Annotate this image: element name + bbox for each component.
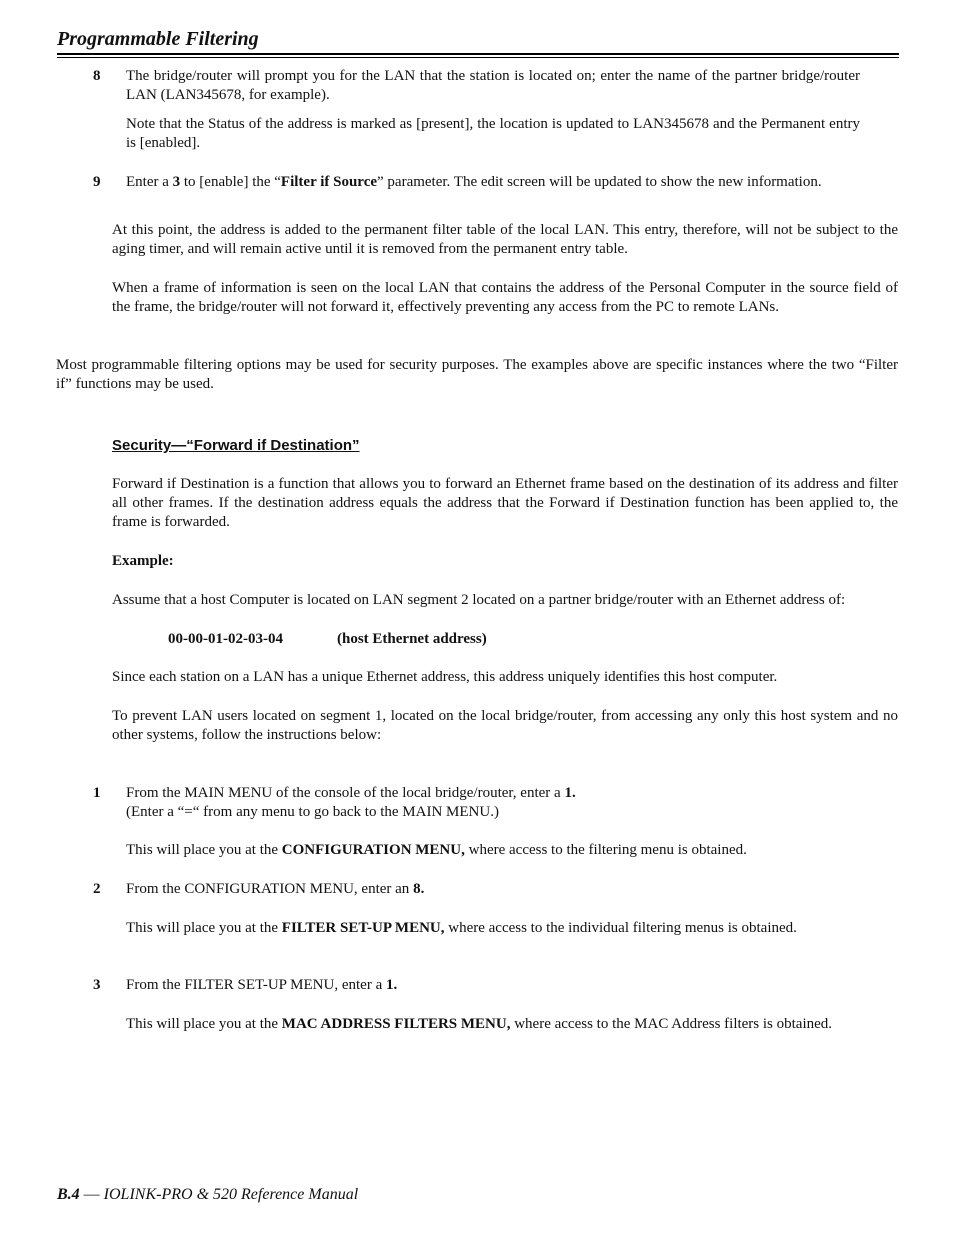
- paragraph: At this point, the address is added to the permanent filter table of the local LAN. This entry, therefore, will not be subject to the aging timer, and will remain active until it is removed from the permanent entry table.: [112, 222, 898, 257]
- step-text: Enter a 3 to [enable] the “Filter if Source” parameter. The edit screen will be updated to show the new information.: [126, 174, 822, 190]
- example-text: Assume that a host Computer is located on LAN segment 2 located on a partner bridge/router with an Ethernet address of:: [112, 592, 846, 608]
- page-footer: B.4 — IOLINK-PRO & 520 Reference Manual: [57, 1186, 359, 1203]
- paragraph: Most programmable filtering options may be used for security purposes. The examples above are specific instances where the two “Filter if” functions may be used.: [56, 357, 898, 392]
- step-text: From the FILTER SET-UP MENU, enter a 1.: [126, 977, 398, 993]
- step-subtext: (Enter a “=“ from any menu to go back to the MAIN MENU.): [126, 804, 499, 820]
- step-number: 9: [93, 174, 101, 190]
- paragraph: When a frame of information is seen on the local LAN that contains the address of the Personal Computer in the source field of the frame, the bridge/router will not forward it, effectively preventing any access from the PC to remote LANs.: [112, 280, 898, 315]
- ethernet-address-note: (host Ethernet address): [337, 631, 487, 647]
- step-number: 1: [93, 785, 101, 801]
- section-intro: Forward if Destination is a function that allows you to forward an Ethernet frame based on the destination of its address and filter all other frames. If the destination address equals the address that the Forward if Destination function has been applied to, the frame is forwarded.: [112, 476, 898, 530]
- paragraph: Since each station on a LAN has a unique Ethernet address, this address uniquely identifies this host computer.: [112, 669, 778, 685]
- manual-title: IOLINK-PRO: [103, 1186, 197, 1203]
- step-number: 2: [93, 881, 101, 897]
- step-result: This will place you at the FILTER SET-UP MENU, where access to the individual filtering menus is obtained.: [126, 920, 797, 936]
- step-number: 3: [93, 977, 101, 993]
- step-result: This will place you at the CONFIGURATION MENU, where access to the filtering menu is obtained.: [126, 842, 747, 858]
- page-title: Programmable Filtering: [57, 28, 259, 50]
- example-label: Example:: [112, 553, 174, 569]
- ethernet-address: 00-00-01-02-03-04: [168, 631, 283, 647]
- section-heading: Security—“Forward if Destination”: [112, 437, 360, 454]
- step-result: This will place you at the MAC ADDRESS FILTERS MENU, where access to the MAC Address filters is obtained.: [126, 1016, 833, 1032]
- page-number: B.4: [57, 1186, 80, 1203]
- header-rule: [57, 53, 899, 55]
- step-text: From the MAIN MENU of the console of the local bridge/router, enter a 1.: [126, 785, 576, 801]
- step-number: 8: [93, 68, 101, 84]
- header-rule-thin: [57, 57, 899, 58]
- step-text: The bridge/router will prompt you for the LAN that the station is located on; enter the name of the partner bridge/router LAN (LAN345678, for example).: [126, 68, 860, 103]
- step-text: From the CONFIGURATION MENU, enter an 8.: [126, 881, 425, 897]
- paragraph: To prevent LAN users located on segment 1, located on the local bridge/router, from accessing any only this host system and no other systems, follow the instructions below:: [112, 708, 898, 743]
- step-note: Note that the Status of the address is marked as [present], the location is updated to LAN345678 and the Permanent entry is [enabled].: [126, 116, 860, 151]
